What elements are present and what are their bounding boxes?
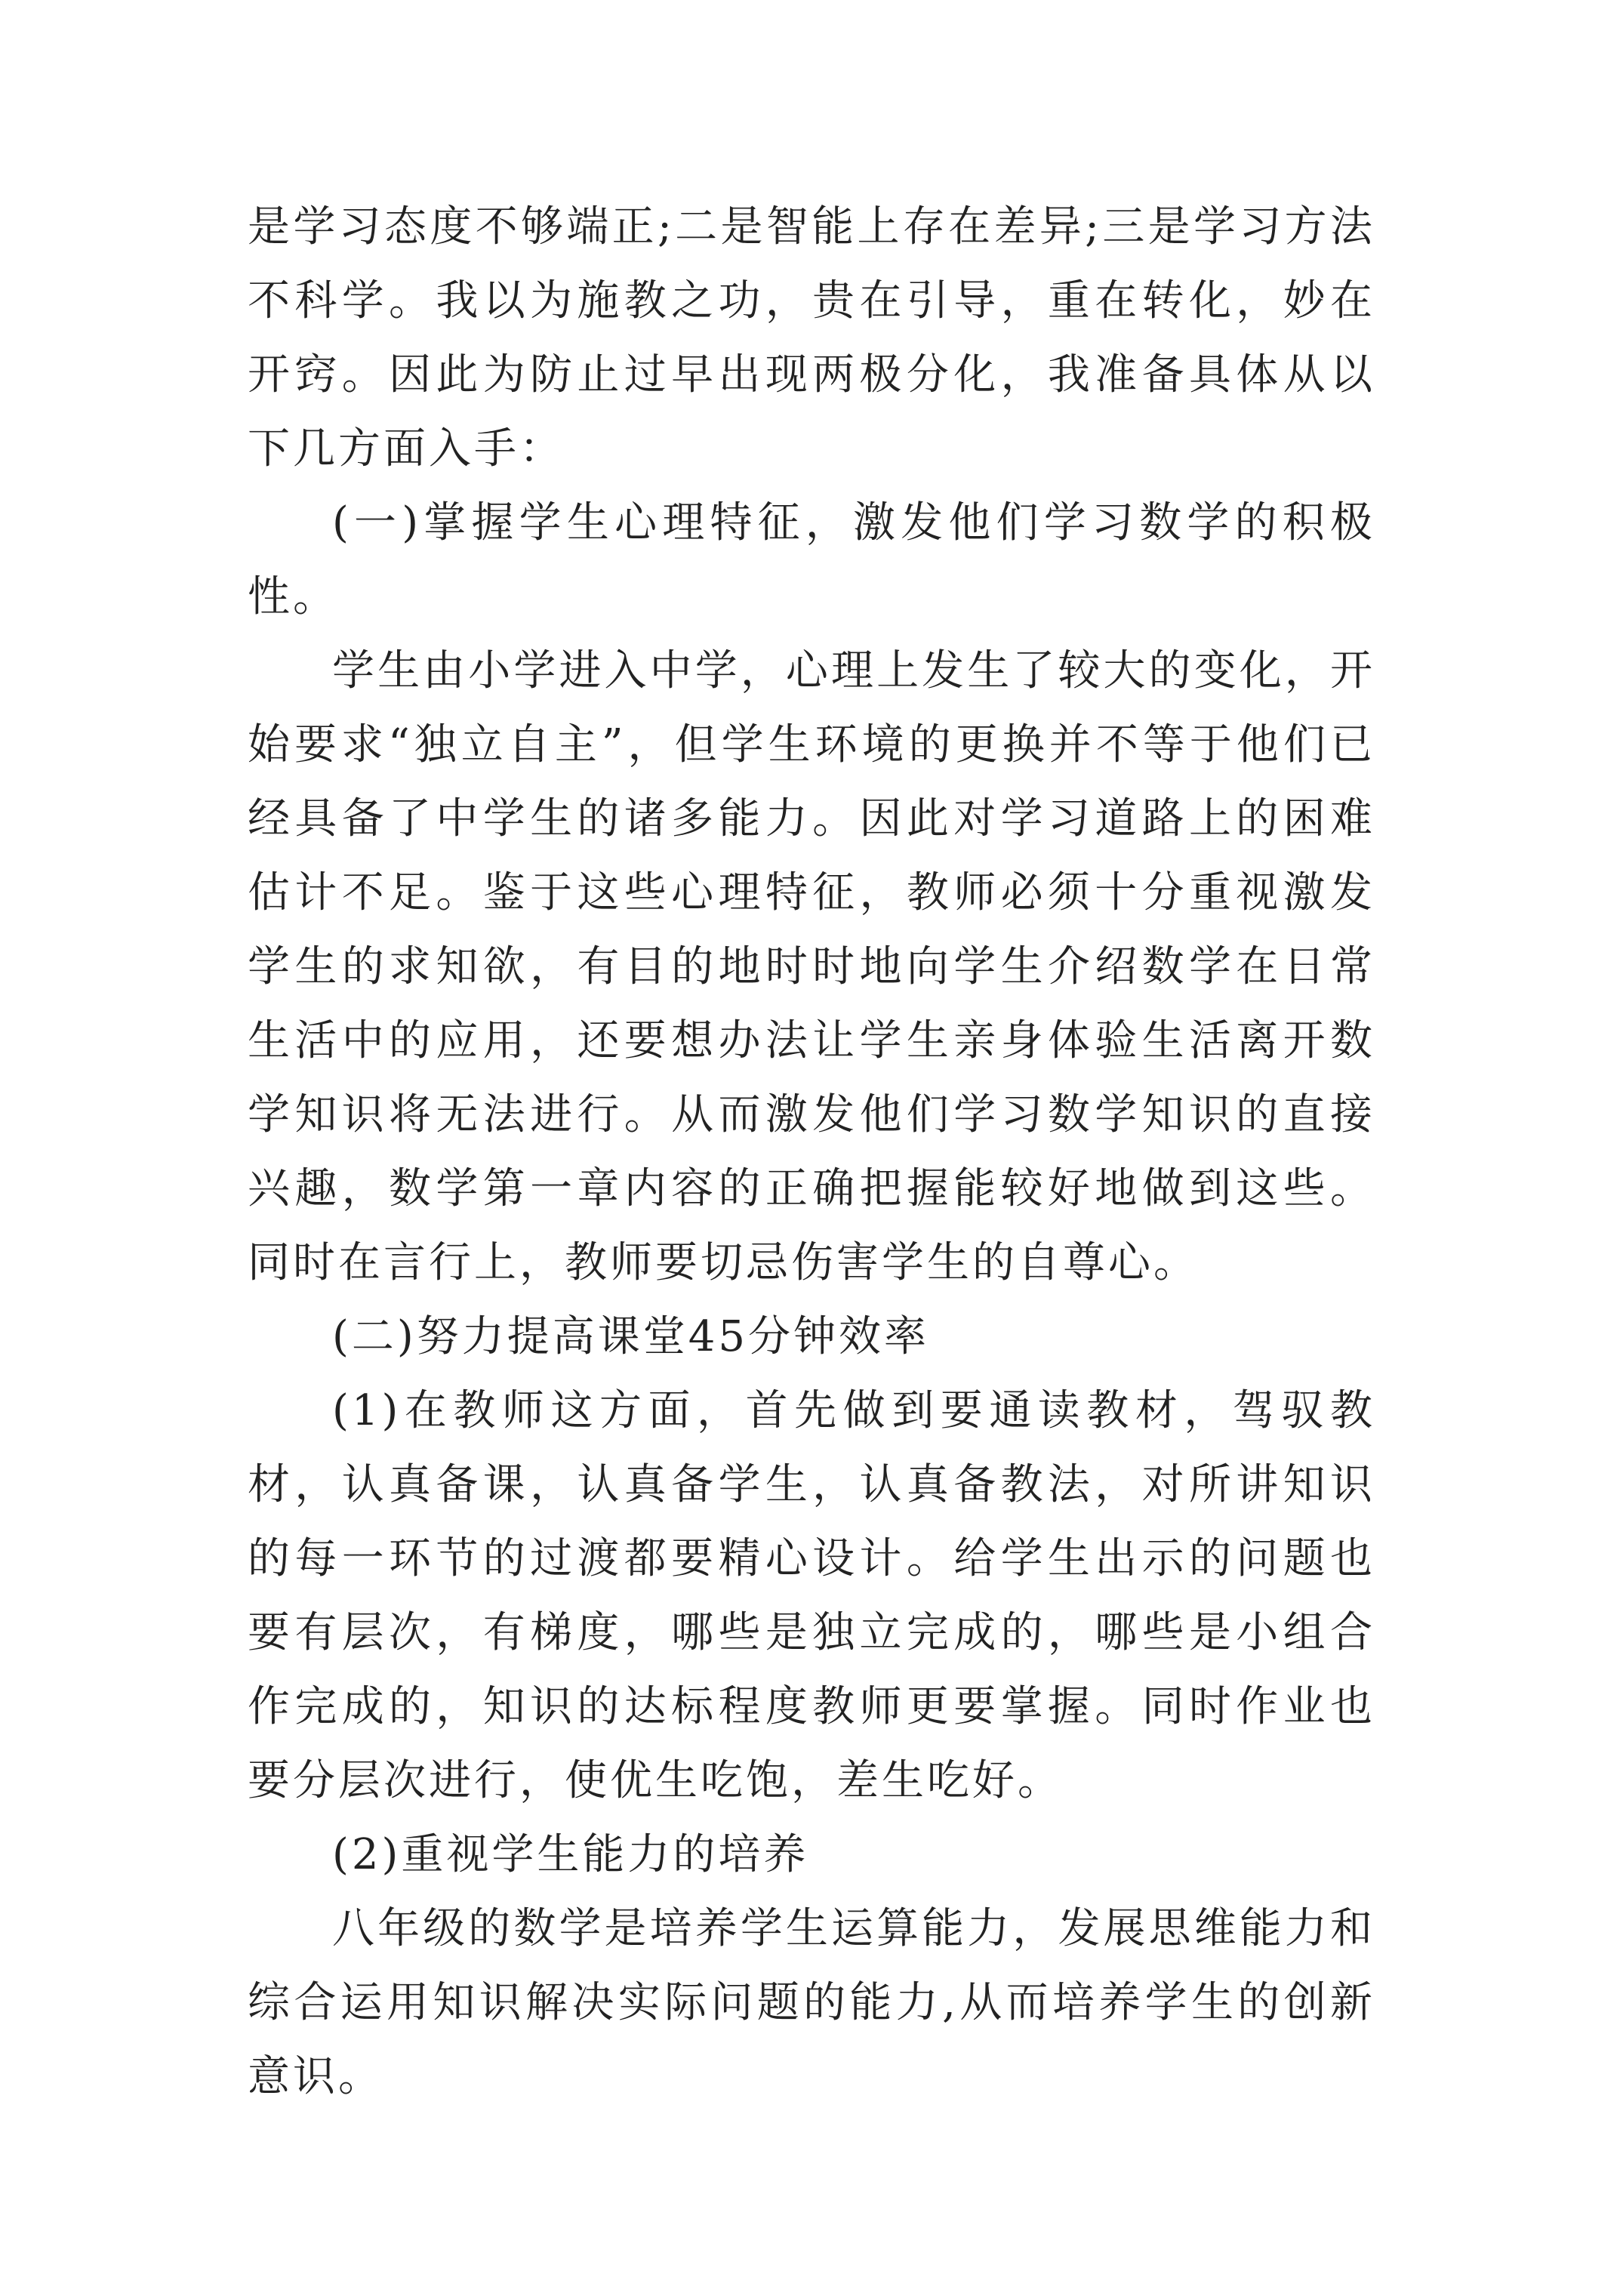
section-heading-ability-training: (2)重视学生能力的培养 bbox=[332, 1830, 809, 1879]
paragraph-ability-training: 八年级的数学是培养学生运算能力，发展思维能力和综合运用知识解决实际问题的能力,从而培养学生的创新意识。 bbox=[248, 1904, 1375, 2101]
paragraph-psychology: 学生由小学进入中学，心理上发生了较大的变化，开始要求“独立自主”，但学生环境的更换并不等于他们已经具备了中学生的诸多能力。因此对学习道路上的困难估计不足。鉴于这些心理特征，教师必须十分重视激发学生的求知欲，有目的地时时地向学生介绍数学在日常生活中的应用，还要想办法让学生亲身体验生活离开数学知识将无法进行。从而激发他们学习数学知识的直接兴趣，数学第一章内容的正确把握能较好地做到这些。同时在言行上，教师要切忌伤害学生的自尊心。 bbox=[248, 646, 1375, 1287]
paragraph-continuation: 是学习态度不够端正;二是智能上存在差异;三是学习方法不科学。我以为施教之功，贵在引导，重在转化，妙在开窍。因此为防止过早出现两极分化，我准备具体从以下几方面入手： bbox=[248, 202, 1376, 473]
document-body bbox=[248, 190, 1375, 2114]
paragraph-teacher-preparation: (1)在教师这方面，首先做到要通读教材，驾驭教材，认真备课，认真备学生，认真备教法，对所讲知识的每一环节的过渡都要精心设计。给学生出示的问题也要有层次，有梯度，哪些是独立完成的，哪些是小组合作完成的，知识的达标程度教师更要掌握。同时作业也要分层次进行，使优生吃饱，差生吃好。 bbox=[248, 1386, 1375, 1805]
section-heading-classroom-efficiency: (二)努力提高课堂45分钟效率 bbox=[332, 1312, 929, 1361]
section-heading-psychology: (一)掌握学生心理特征，激发他们学习数学的积极性。 bbox=[248, 498, 1375, 621]
